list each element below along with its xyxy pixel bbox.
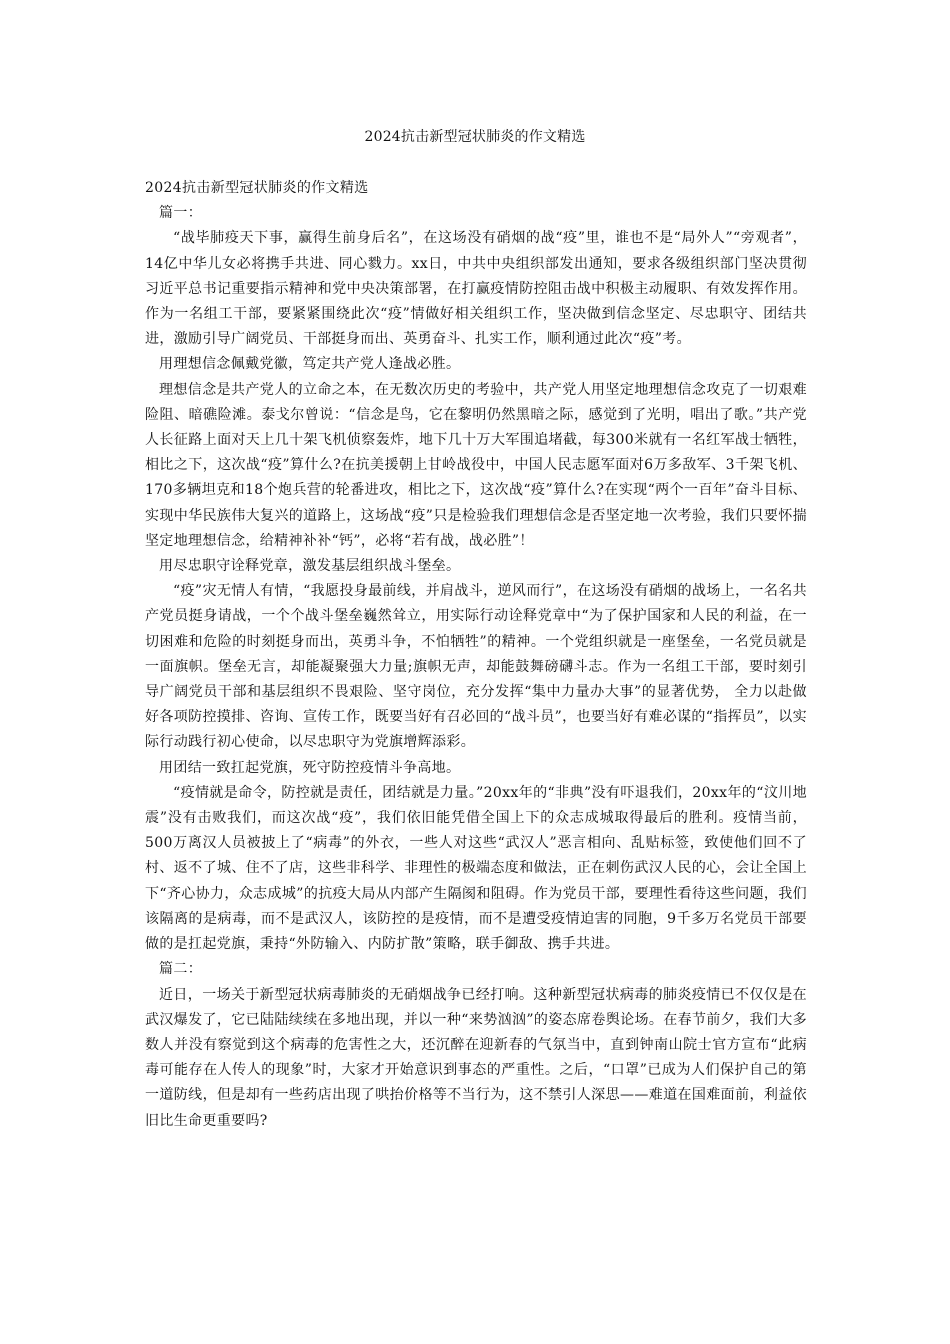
paragraph-subheading: 用理想信念佩戴党徽，笃定共产党人逢战必胜。: [159, 356, 461, 373]
paragraph: “战毕肺疫天下事，赢得生前身后名”，在这场没有硝烟的战“疫”里，谁也不是“局外人”“旁观者”，14亿中华儿女必将携手共进、同心戮力。xx日，中共中央组织部发出通知，要求各级组织部门坚决贯彻习近平总书记重要指示精神和党中央决策部署，在打赢疫情防控阻击战中积极主动履职、有效发挥作用。作为一名组工干部，要紧紧围绕此次“疫”情做好相关组织工作，坚决做到信念坚定、尽忠职守、团结共进，激励引导广阔党员、干部挺身而出、英勇奋斗、扎实工作，顺利通过此次“疫”考。: [145, 230, 807, 348]
paragraph: 近日，一场关于新型冠状病毒肺炎的无硝烟战争已经打响。这种新型冠状病毒的肺炎疫情已不仅仅是在武汉爆发了，它已陆陆续续在多地出现，并以一种“来势汹汹”的姿态席卷舆论场。在春节前夕，我们大多数人并没有察觉到这个病毒的危害性之大，还沉醉在迎新春的气氛当中，直到钟南山院士官方宣布“此病毒可能存在人传人的现象”时，大家才开始意识到事态的严重性。之后，“口罩”已成为人们保护自己的第一道防线，但是却有一些药店出现了哄抬价格等不当行为，这不禁引人深思——难道在国难面前，利益依旧比生命更重要吗?: [145, 986, 807, 1129]
section-heading: 篇二：: [159, 961, 203, 978]
section-heading: 篇一：: [159, 205, 203, 222]
paragraph: “疫情就是命令，防控就是责任，团结就是力量。”20xx年的“非典”没有吓退我们，20xx年的“汶川地震”没有击败我们，而这次战“疫”，我们依旧能凭借全国上下的众志成城取得最后的胜利。疫情当前，500万离汉人员被披上了“病毒”的外衣，一些人对这些“武汉人”恶言相向、乱贴标签，致使他们回不了村、返不了城、住不了店，这些非科学、非理性的极端态度和做法，正在刺伤武汉人民的心，会让全国上下“齐心协力，众志成城”的抗疫大局从内部产生隔阂和阻碍。作为党员干部，要理性看待这些问题，我们该隔离的是病毒，而不是武汉人，该防控的是疫情，而不是遭受疫情迫害的同胞，9千多万名党员干部要做的是扛起党旗，秉持“外防输入、内防扩散”策略，联手御敌、携手共进。: [145, 784, 807, 953]
body-title: 2024抗击新型冠状肺炎的作文精选: [145, 180, 369, 196]
paragraph: 理想信念是共产党人的立命之本，在无数次历史的考验中，共产党人用坚定地理想信念攻克了一切艰难险阻、暗礁险滩。泰戈尔曾说：“信念是鸟，它在黎明仍然黑暗之际，感觉到了光明，唱出了歌。”共产党人长征路上面对天上几十架飞机侦察轰炸，地下几十万大军围追堵截，每300米就有一名红军战士牺牲，相比之下，这次战“疫”算什么?在抗美援朝上甘岭战役中，中国人民志愿军面对6万多敌军、3千架飞机、170多辆坦克和18个炮兵营的轮番进攻，相比之下，这次战“疫”算什么?在实现“两个一百年”奋斗目标、实现中华民族伟大复兴的道路上，这场战“疫”只是检验我们理想信念是否坚定地一次考验，我们只要怀揣坚定地理想信念，给精神补补“钙”，必将“若有战，战必胜”！: [145, 381, 807, 549]
paragraph-subheading: 用尽忠职守诠释党章，激发基层组织战斗堡垒。: [159, 558, 461, 575]
document-body: [145, 176, 807, 1134]
page-title: 2024抗击新型冠状肺炎的作文精选: [364, 129, 586, 145]
paragraph-subheading: 用团结一致扛起党旗，死守防控疫情斗争高地。: [159, 759, 461, 776]
paragraph: “疫”灾无情人有情，“我愿投身最前线，并肩战斗，逆风而行”，在这场没有硝烟的战场上，一名名共产党员挺身请战，一个个战斗堡垒巍然耸立，用实际行动诠释党章中“为了保护国家和人民的利益，在一切困难和危险的时刻挺身而出，英勇斗争，不怕牺牲”的精神。一个党组织就是一座堡垒，一名党员就是一面旗帜。堡垒无言，却能凝聚强大力量;旗帜无声，却能鼓舞磅礴斗志。作为一名组工干部，要时刻引导广阔党员干部和基层组织不畏艰险、坚守岗位，充分发挥“集中力量办大事”的显著优势， 全力以赴做好各项防控摸排、咨询、宣传工作，既要当好有召必回的“战斗员”，也要当好有难必谋的“指挥员”，以实际行动践行初心使命，以尽忠职守为党旗增辉添彩。: [145, 583, 807, 751]
